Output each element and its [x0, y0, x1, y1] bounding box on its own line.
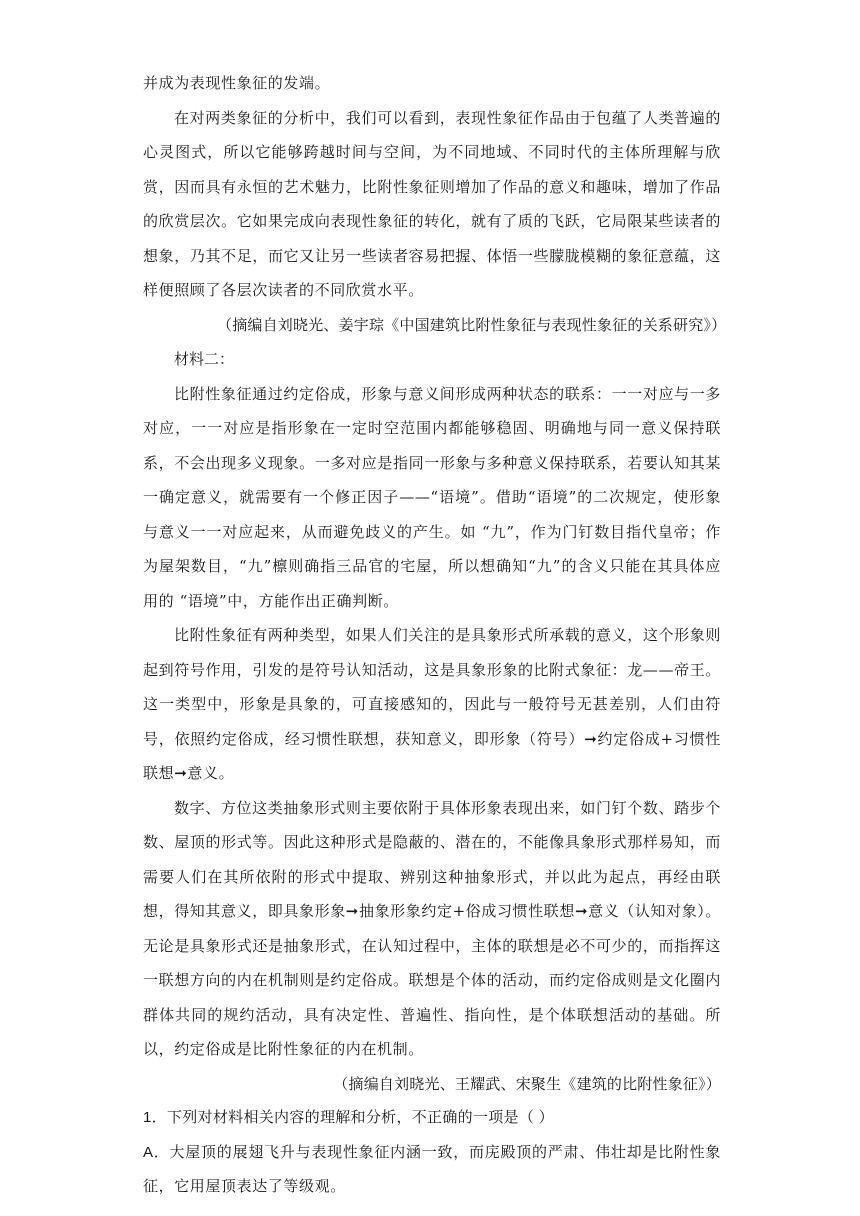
- question-1-option-a[interactable]: A．大屋顶的展翅飞升与表现性象征内涵一致，而庑殿顶的严肃、伟壮却是比附性象征，它用屋顶表达了等级观。: [143, 1143, 721, 1195]
- paragraph-correspondence: 比附性象征通过约定俗成，形象与意义间形成两种状态的联系：一一对应与一多对应，一一对应是指形象在一定时空范围内都能够稳固、明确地与同一意义保持联系，不会出现多义现象。一多对应是指同一形象与多种意义保持联系，若要认知其某一确定意义，就需要有一个修正因子——“语境”。借助“语境”的二次规定，使形象与意义一一对应起来，从而避免歧义的产生。如 “九”，作为门钉数目指代皇帝；作为屋架数目，“九”檩则确指三品官的宅屋，所以想确知“九”的含义只能在其具体应用的 “语境”中，方能作出正确判断。: [143, 384, 721, 610]
- question-1: 1．下列对材料相关内容的理解和分析，不正确的一项是（ ）: [143, 1109, 554, 1126]
- source-citation-1: （摘编自刘晓光、姜宇琮《中国建筑比附性象征与表现性象征的关系研究》）: [217, 315, 727, 334]
- document-body: [143, 66, 727, 1205]
- paragraph-symbol-analysis: 在对两类象征的分析中，我们可以看到，表现性象征作品由于包蕴了人类普遍的心灵图式，所以它能够跨越时间与空间，为不同地域、不同时代的主体所理解与欣赏，因而具有永恒的艺术魅力，比附性象征则增加了作品的意义和趣味，增加了作品的欣赏层次。它如果完成向表现性象征的转化，就有了质的飞跃，它局限某些读者的想象，乃其不足，而它又让另一些读者容易把握、体悟一些朦胧模糊的象征意蕴，这样便照顾了各层次读者的不同欣赏水平。: [143, 108, 721, 299]
- paragraph-abstract-forms: 数字、方位这类抽象形式则主要依附于具体形象表现出来，如门钉个数、踏步个数、屋顶的形式等。因此这种形式是隐蔽的、潜在的，不能像具象形式那样易知，而需要人们在其所依附的形式中提取、辨别这种抽象形式，并以此为起点，再经由联想，得知其意义，即具象形象➞抽象形象约定+俗成习惯性联想➞意义（认知对象）。无论是具象形式还是抽象形式，在认知过程中，主体的联想是必不可少的，而指挥这一联想方向的内在机制则是约定俗成。联想是个体的活动，而约定俗成则是文化圈内群体共同的规约活动，具有决定性、普遍性、指向性，是个体联想活动的基础。所以，约定俗成是比附性象征的内在机制。: [143, 798, 722, 1058]
- material-two-heading: 材料二：: [174, 350, 235, 368]
- source-citation-2: （摘编自刘晓光、王耀武、宋聚生《建筑的比附性象征》）: [333, 1074, 721, 1093]
- paragraph-continuation: 并成为表现性象征的发端。: [143, 74, 331, 92]
- paragraph-two-types: 比附性象征有两种类型，如果人们关注的是具象形式所承载的意义，这个形象则起到符号作用，引发的是符号认知活动，这是具象形象的比附式象征：龙——帝王。这一类型中，形象是具象的，可直接感知的，因此与一般符号无甚差别，人们由符号，依照约定俗成，经习惯性联想，获知意义，即形象（符号）➞约定俗成+习惯性联想➞意义。: [143, 626, 721, 782]
